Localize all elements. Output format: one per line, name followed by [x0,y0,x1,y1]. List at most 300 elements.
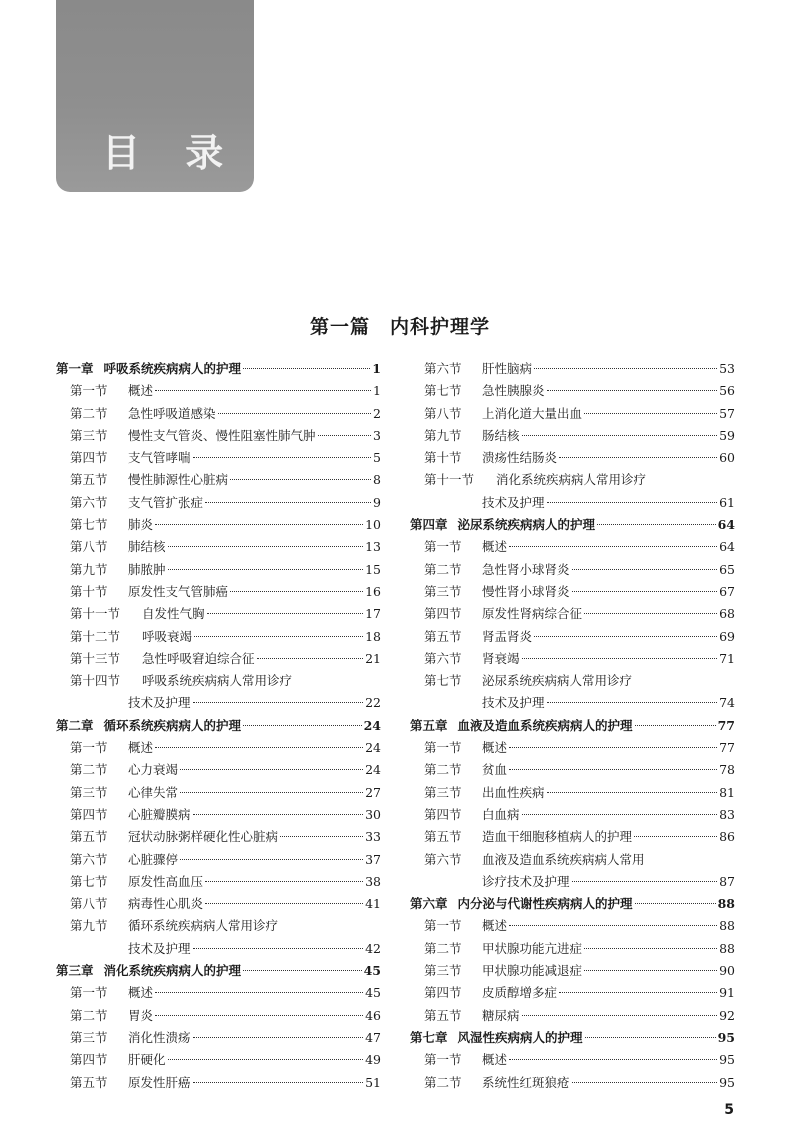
dot-leader [559,992,717,993]
toc-entry-page: 16 [365,583,381,599]
toc-entry-page: 65 [719,561,735,577]
toc-entry-number: 第三节 [424,784,462,800]
toc-entry-number: 第二节 [70,405,108,421]
dot-leader [280,836,363,837]
toc-section-entry[interactable] [56,380,381,402]
dot-leader [180,769,363,770]
toc-left-column [56,358,381,1094]
toc-section-entry[interactable] [56,915,381,937]
toc-entry-title: 循环系统疾病病人的护理 [103,717,242,733]
toc-entry-title: 呼吸衰竭 [142,628,193,644]
dot-leader [547,390,718,391]
toc-section-entry[interactable] [56,826,381,848]
toc-entry-page: 56 [719,383,735,399]
toc-section-entry[interactable] [56,893,381,915]
toc-entry-number: 第一节 [424,918,462,934]
toc-entry-title: 造血干细胞移植病人的护理 [482,829,633,845]
dot-leader [509,925,717,926]
toc-section-entry[interactable] [56,871,381,893]
toc-entry-page: 64 [719,539,735,555]
toc-entry-number: 第一节 [70,383,108,399]
toc-entry-number: 第二节 [424,1074,462,1090]
dot-leader [168,546,364,547]
toc-entry-page: 77 [719,740,735,756]
toc-entry-page: 27 [365,784,381,800]
toc-section-entry[interactable] [410,1072,735,1094]
toc-entry-number: 第四节 [70,450,108,466]
dot-leader [522,658,718,659]
dot-leader [205,502,371,503]
toc-section-entry[interactable] [56,804,381,826]
toc-entry-title: 白血病 [482,806,520,822]
dot-leader [155,992,363,993]
toc-entry-title: 泌尿系统疾病病人常用诊疗 [482,673,633,689]
dot-leader [584,970,717,971]
toc-section-entry[interactable] [410,425,735,447]
dot-leader [243,368,370,369]
toc-entry-number: 第五节 [70,1074,108,1090]
dot-leader [155,524,363,525]
toc-chapter-entry[interactable] [56,358,381,380]
toc-section-entry[interactable] [410,692,735,714]
dot-leader [522,814,718,815]
toc-entry-page: 83 [719,806,735,822]
toc-section-entry[interactable] [56,759,381,781]
toc-section-entry[interactable] [56,626,381,648]
toc-entry-title: 技术及护理 [482,494,545,510]
dot-leader [193,814,364,815]
toc-entry-page: 1 [373,383,381,399]
toc-entry-title: 心律失常 [128,784,179,800]
toc-entry-title: 心脏瓣膜病 [128,806,191,822]
toc-entry-number: 第九节 [424,427,462,443]
toc-section-entry[interactable] [410,1049,735,1071]
toc-entry-number: 第六节 [70,851,108,867]
toc-entry-page: 61 [719,494,735,510]
toc-entry-number: 第九节 [70,561,108,577]
toc-entry-page: 91 [719,985,735,1001]
toc-entry-number: 第二节 [70,1007,108,1023]
toc-entry-title: 肝性脑病 [482,361,533,376]
toc-entry-number: 第一节 [424,740,462,756]
toc-entry-title: 技术及护理 [128,940,191,956]
toc-entry-page: 38 [365,873,381,889]
dot-leader [572,1082,718,1083]
toc-entry-title: 上消化道大量出血 [482,405,583,421]
toc-section-entry[interactable] [410,358,735,380]
toc-section-entry[interactable] [56,492,381,514]
toc-entry-title: 肾衰竭 [482,650,520,666]
toc-section-entry[interactable] [410,826,735,848]
toc-entry-title: 急性胰腺炎 [482,383,545,399]
toc-entry-number: 第十三节 [70,650,121,666]
dot-leader [635,903,716,904]
toc-section-entry[interactable] [56,1027,381,1049]
toc-entry-title: 血液及造血系统疾病病人常用 [482,851,645,867]
toc-section-entry[interactable] [410,782,735,804]
toc-section-entry[interactable] [410,737,735,759]
toc-entry-number: 第七节 [424,383,462,399]
dot-leader [207,613,364,614]
toc-entry-number: 第四章 [410,517,448,533]
toc-entry-title: 心脏骤停 [128,851,179,867]
toc-entry-title: 心力衰竭 [128,762,179,778]
toc-section-entry[interactable] [56,603,381,625]
toc-entry-page: 18 [365,628,381,644]
toc-section-entry[interactable] [410,1005,735,1027]
dot-leader [522,435,718,436]
toc-entry-page: 2 [373,405,381,421]
toc-entry-title: 内分泌与代谢性疾病病人的护理 [457,896,633,912]
toc-entry-number: 第五节 [70,829,108,845]
toc-chapter-entry[interactable] [410,893,735,915]
toc-section-entry[interactable] [410,626,735,648]
dot-leader [584,413,717,414]
toc-entry-number: 第十节 [70,583,108,599]
toc-entry-title: 原发性高血压 [128,873,204,889]
toc-section-entry[interactable] [56,447,381,469]
toc-section-entry[interactable] [56,1049,381,1071]
toc-chapter-entry[interactable] [410,1027,735,1049]
toc-entry-title: 甲状腺功能亢进症 [482,940,583,956]
toc-entry-title: 肺炎 [128,517,154,533]
toc-entry-title: 泌尿系统疾病病人的护理 [457,517,596,533]
dot-leader [584,613,717,614]
dot-leader [180,792,363,793]
toc-entry-number: 第三节 [424,583,462,599]
toc-entry-number: 第六节 [424,851,462,867]
dot-leader [230,479,371,480]
toc-entry-page: 33 [365,829,381,845]
toc-section-entry[interactable] [410,982,735,1004]
dot-leader [257,658,364,659]
dot-leader [205,881,363,882]
toc-entry-number: 第一节 [424,539,462,555]
toc-entry-title: 慢性支气管炎、慢性阻塞性肺气肿 [128,427,316,443]
toc-entry-page: 64 [717,517,735,533]
toc-section-entry[interactable] [56,514,381,536]
toc-chapter-entry[interactable] [410,514,735,536]
dot-leader [572,569,718,570]
toc-section-entry[interactable] [56,581,381,603]
toc-entry-number: 第二节 [70,762,108,778]
toc-section-entry[interactable] [56,982,381,1004]
toc-section-entry[interactable] [410,447,735,469]
toc-entry-page: 5 [373,450,381,466]
page-number: 5 [724,1102,734,1118]
part-title: 第一篇 内科护理学 [309,316,490,338]
dot-leader [194,636,363,637]
toc-section-entry[interactable] [410,938,735,960]
toc-entry-number: 第六节 [424,361,462,376]
toc-entry-title: 循环系统疾病病人常用诊疗 [128,918,279,934]
toc-entry-page: 1 [372,361,381,376]
toc-entry-page: 51 [365,1074,381,1090]
toc-section-entry[interactable] [56,536,381,558]
toc-entry-page: 92 [719,1007,735,1023]
toc-entry-number: 第四节 [424,606,462,622]
toc-entry-title: 技术及护理 [482,695,545,711]
toc-entry-title: 支气管扩张症 [128,494,204,510]
toc-entry-number: 第二节 [424,561,462,577]
toc-entry-page: 42 [365,940,381,956]
toc-entry-page: 8 [373,472,381,488]
toc-entry-page: 77 [717,717,735,733]
dot-leader [230,591,363,592]
toc-entry-title: 概述 [482,740,508,756]
toc-entry-title: 概述 [482,539,508,555]
toc-entry-number: 第五章 [410,717,448,733]
dot-leader [584,948,717,949]
dot-leader [168,1059,364,1060]
toc-entry-number: 第七章 [410,1029,448,1045]
toc-entry-page: 69 [719,628,735,644]
dot-leader [168,569,364,570]
toc-section-entry[interactable] [410,380,735,402]
toc-entry-number: 第五节 [424,829,462,845]
toc-section-entry[interactable] [410,915,735,937]
toc-entry-title: 血液及造血系统疾病病人的护理 [457,717,633,733]
toc-entry-number: 第二节 [424,940,462,956]
toc-entry-number: 第二节 [424,762,462,778]
toc-entry-page: 45 [363,963,381,979]
toc-entry-page: 88 [717,896,735,912]
toc-section-entry[interactable] [410,403,735,425]
toc-entry-page: 74 [719,695,735,711]
toc-entry-title: 病毒性心肌炎 [128,896,204,912]
toc-section-entry[interactable] [56,469,381,491]
toc-entry-title: 原发性肝癌 [128,1074,191,1090]
dot-leader [193,457,372,458]
toc-entry-number: 第三章 [56,963,94,979]
toc-entry-page: 21 [365,650,381,666]
dot-leader [522,1015,718,1016]
toc-entry-page: 71 [719,650,735,666]
dot-leader [243,725,362,726]
dot-leader [509,769,717,770]
toc-entry-number: 第二章 [56,717,94,733]
toc-entry-page: 24 [365,740,381,756]
toc-entry-page: 45 [365,985,381,1001]
toc-entry-number: 第七节 [70,517,108,533]
toc-entry-page: 3 [373,427,381,443]
toc-entry-page: 87 [719,873,735,889]
toc-section-entry[interactable] [410,559,735,581]
toc-entry-page: 22 [365,695,381,711]
toc-entry-title: 肺脓肿 [128,561,166,577]
dot-leader [205,903,363,904]
toc-entry-number: 第六节 [70,494,108,510]
dot-leader [155,1015,363,1016]
toc-section-entry[interactable] [410,759,735,781]
dot-leader [634,836,717,837]
toc-entry-page: 17 [365,606,381,622]
toc-entry-title: 诊疗技术及护理 [482,873,570,889]
toc-entry-page: 78 [719,762,735,778]
toc-entry-number: 第五节 [70,472,108,488]
dot-leader [534,636,717,637]
dot-leader [180,859,363,860]
toc-entry-page: 95 [717,1029,735,1045]
toc-entry-title: 自发性气胸 [142,606,205,622]
toc-entry-page: 90 [719,963,735,979]
toc-entry-title: 消化系统疾病病人的护理 [103,963,242,979]
toc-entry-title: 概述 [128,985,154,1001]
toc-entry-number: 第四节 [424,806,462,822]
toc-entry-number: 第五节 [424,1007,462,1023]
toc-entry-title: 原发性支气管肺癌 [128,583,229,599]
toc-section-entry[interactable] [56,559,381,581]
toc-entry-title: 急性呼吸窘迫综合征 [142,650,255,666]
toc-entry-number: 第十二节 [70,628,121,644]
toc-entry-page: 13 [365,539,381,555]
dot-leader [243,970,362,971]
toc-section-entry[interactable] [410,581,735,603]
toc-entry-number: 第三节 [70,427,108,443]
toc-section-entry[interactable] [410,960,735,982]
contents-title: 目 录 [102,131,240,175]
toc-entry-title: 系统性红斑狼疮 [482,1074,570,1090]
toc-entry-page: 95 [719,1074,735,1090]
toc-entry-number: 第一节 [70,985,108,1001]
toc-entry-title: 呼吸系统疾病病人常用诊疗 [142,673,293,689]
toc-entry-number: 第六章 [410,896,448,912]
toc-entry-page: 10 [365,517,381,533]
toc-section-entry[interactable] [56,849,381,871]
toc-entry-number: 第一章 [56,361,94,376]
toc-chapter-entry[interactable] [56,715,381,737]
toc-entry-page: 88 [719,940,735,956]
toc-entry-title: 急性肾小球肾炎 [482,561,570,577]
toc-entry-page: 41 [365,896,381,912]
toc-entry-page: 60 [719,450,735,466]
dot-leader [547,502,718,503]
toc-entry-title: 风湿性疾病病人的护理 [457,1029,583,1045]
toc-section-entry[interactable] [410,469,735,491]
dot-leader [534,368,717,369]
toc-entry-number: 第四节 [70,806,108,822]
toc-entry-number: 第三节 [70,784,108,800]
toc-entry-title: 胃炎 [128,1007,154,1023]
toc-chapter-entry[interactable] [56,960,381,982]
toc-entry-number: 第八节 [424,405,462,421]
toc-entry-title: 慢性肺源性心脏病 [128,472,229,488]
toc-entry-page: 24 [363,717,381,733]
toc-entry-page: 67 [719,583,735,599]
toc-entry-title: 贫血 [482,762,508,778]
toc-entry-title: 概述 [128,383,154,399]
toc-entry-number: 第一节 [424,1052,462,1068]
toc-right-column [410,358,735,1094]
toc-section-entry[interactable] [410,849,735,871]
toc-chapter-entry[interactable] [410,715,735,737]
toc-entry-number: 第一节 [70,740,108,756]
dot-leader [318,435,372,436]
toc-entry-title: 概述 [482,918,508,934]
toc-entry-number: 第七节 [70,873,108,889]
toc-entry-title: 糖尿病 [482,1007,520,1023]
toc-entry-title: 概述 [128,740,154,756]
toc-section-entry[interactable] [56,648,381,670]
dot-leader [218,413,372,414]
toc-entry-title: 呼吸系统疾病病人的护理 [103,361,242,376]
toc-section-entry[interactable] [56,425,381,447]
toc-entry-number: 第三节 [70,1029,108,1045]
dot-leader [572,881,718,882]
toc-entry-title: 冠状动脉粥样硬化性心脏病 [128,829,279,845]
toc-section-entry[interactable] [56,670,381,692]
toc-section-entry[interactable] [410,603,735,625]
dot-leader [193,1082,364,1083]
toc-entry-title: 肺结核 [128,539,166,555]
toc-entry-title: 肾盂肾炎 [482,628,533,644]
toc-section-entry[interactable] [56,782,381,804]
toc-section-entry[interactable] [410,648,735,670]
toc-section-entry[interactable] [56,938,381,960]
toc-section-entry[interactable] [410,536,735,558]
toc-entry-number: 第八节 [70,896,108,912]
toc-entry-number: 第九节 [70,918,108,934]
toc-section-entry[interactable] [56,403,381,425]
dot-leader [193,1037,364,1038]
toc-entry-title: 出血性疾病 [482,784,545,800]
toc-entry-number: 第五节 [424,628,462,644]
dot-leader [547,702,718,703]
toc-section-entry[interactable] [56,692,381,714]
toc-entry-page: 53 [719,361,735,376]
toc-entry-page: 47 [365,1029,381,1045]
toc-entry-page: 59 [719,427,735,443]
dot-leader [509,1059,717,1060]
dot-leader [559,457,717,458]
toc-entry-title: 消化系统疾病病人常用诊疗 [496,472,647,488]
toc-entry-page: 57 [719,405,735,421]
toc-section-entry[interactable] [410,492,735,514]
toc-entry-title: 消化性溃疡 [128,1029,191,1045]
toc-section-entry[interactable] [410,871,735,893]
dot-leader [572,591,718,592]
toc-entry-page: 30 [365,806,381,822]
toc-section-entry[interactable] [56,1072,381,1094]
dot-leader [635,725,716,726]
toc-entry-title: 慢性肾小球肾炎 [482,583,570,599]
toc-entry-page: 86 [719,829,735,845]
toc-entry-page: 46 [365,1007,381,1023]
toc-entry-page: 95 [719,1052,735,1068]
toc-section-entry[interactable] [56,737,381,759]
toc-entry-title: 原发性肾病综合征 [482,606,583,622]
toc-entry-title: 甲状腺功能减退症 [482,963,583,979]
toc-entry-title: 肝硬化 [128,1052,166,1068]
toc-entry-number: 第十一节 [70,606,121,622]
toc-entry-number: 第四节 [424,985,462,1001]
toc-entry-page: 88 [719,918,735,934]
toc-section-entry[interactable] [410,804,735,826]
toc-entry-page: 24 [365,762,381,778]
toc-entry-title: 皮质醇增多症 [482,985,558,1001]
dot-leader [193,948,364,949]
toc-entry-number: 第八节 [70,539,108,555]
dot-leader [547,792,718,793]
dot-leader [585,1037,716,1038]
toc-entry-title: 支气管哮喘 [128,450,191,466]
dot-leader [155,747,363,748]
toc-entry-page: 68 [719,606,735,622]
toc-entry-page: 81 [719,784,735,800]
toc-section-entry[interactable] [410,670,735,692]
dot-leader [509,747,717,748]
toc-section-entry[interactable] [56,1005,381,1027]
